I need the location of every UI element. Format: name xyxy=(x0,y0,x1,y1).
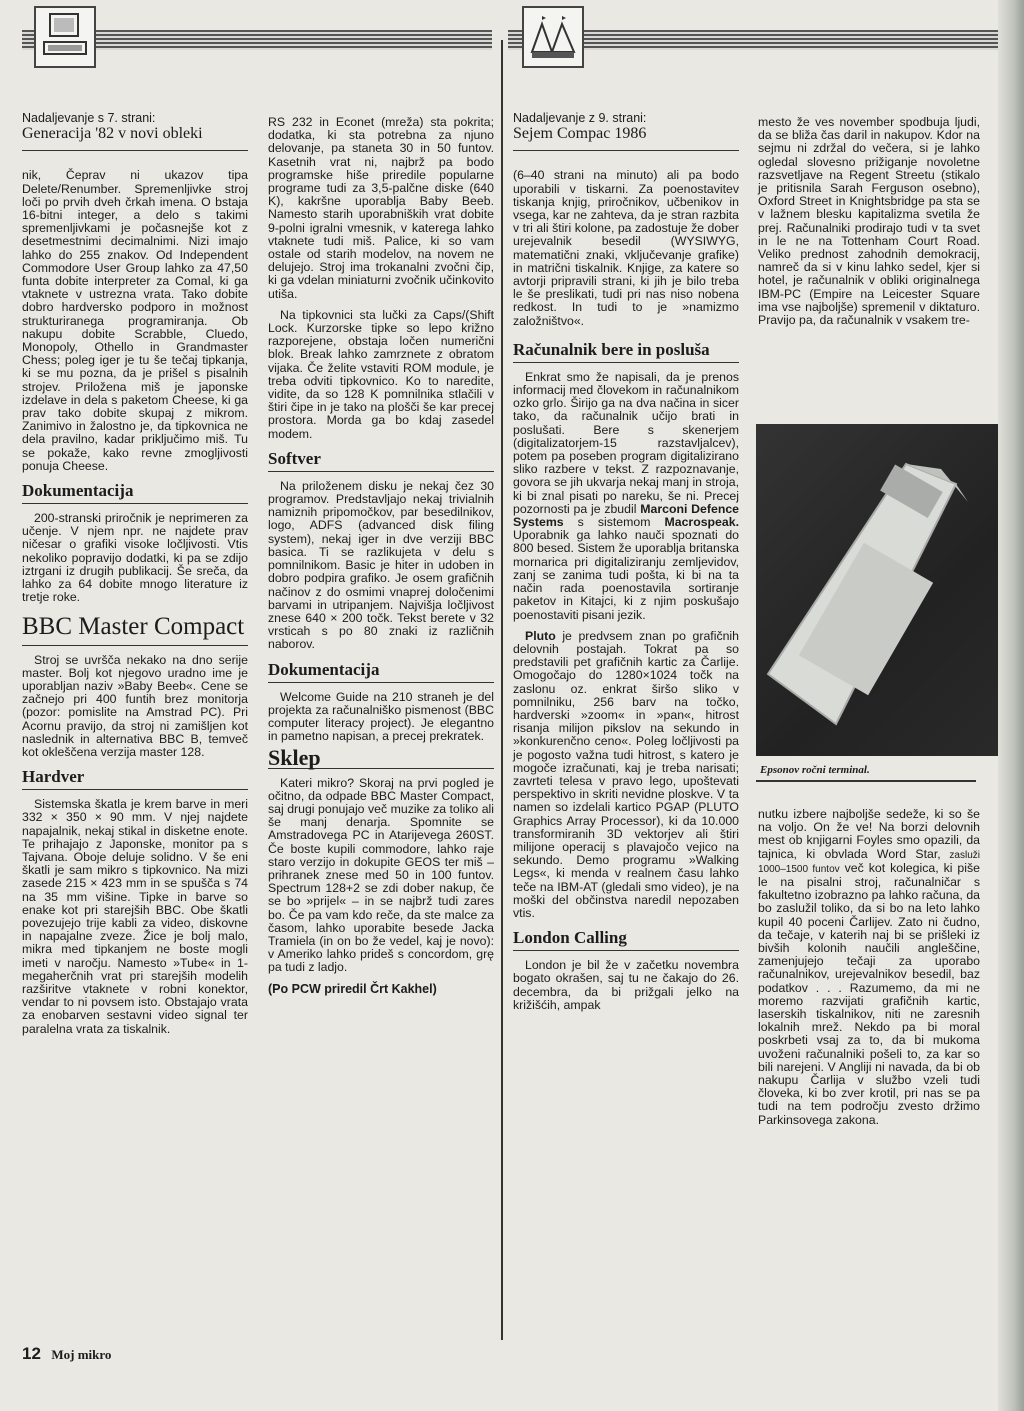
column-3 xyxy=(513,112,739,1020)
column-2 xyxy=(268,116,494,1004)
paragraph: 200-stranski priročnik je neprimeren za učenje. V njem npr. ne najdete prav ničesar o grafiki visoke ločljivosti. Vtis nekoliko popravijo dodatki, ki pa se zdijo iztrgani iz drugih publikacij. Še sreča, da lahko za 64 dobite mnogo literature iz tretje roke. xyxy=(22,511,248,605)
paragraph: Sistemska škatla je krem barve in meri 332 × 350 × 90 mm. V njej najdete napajalnik, nekaj stikal in disketne enote. Te prihajajo z Japonske, monitor pa s Tajvana. Oboje deluje solidno. V še eni škatli je sam mikro s tipkovnico. Na mizi zasede 215 × 423 mm in se spušča s 74 na 35 mm višine. Tipke in barve so enake kot pri starejših BBC. Obe škatli povezujejo trije kabli za video, diskovne in napajalne zveze. Žice je bolj malo, mikra med tipkanjem ne boste mogli imeti v naročju. Namesto »Tube« in 1-megaherčnih vrat pri starejših modelih razširitve vtaknete v robni konektor, vendar to ni povsem isto. Obstajajo vrata za enobarven sestavni video signal ter paralelna vrata za tiskalnik. xyxy=(22,797,248,1036)
paragraph: Na tipkovnici sta lučki za Caps/(Shift Lock. Kurzorske tipke so lepo križno razporejene, obstaja ločen numerični blok. Break lahko zamrznete z obratom vijaka. Če želite vstaviti ROM module, je treba odviti tipkovnico. Ko to naredite, vidite, da so 128 K pomnilnika stlačili v štiri čipe in je tako na plošči še kar precej prostora. Morda ga bo kdaj zasedel modem. xyxy=(268,307,494,441)
column-divider xyxy=(501,40,503,1340)
heading-dokumentacija-2: Dokumentacija xyxy=(268,660,494,683)
magazine-name: Moj mikro xyxy=(51,1347,112,1362)
photo-caption: Epsonov ročni terminal. xyxy=(760,764,870,776)
paragraph: mesto že ves november spodbuja ljudi, da se bliža čas daril in nakupov. Kdor na sejmu ni zdržal do večera, si je lahko ogledal slovesno prižiganje novoletne razsvetljave na Regent Streetu (stikalo je pritisnila Sarah Ferguson osebno), Oxford Street in Knightsbridge pa sta se v lažnem blesku kapitalizma svetila že prej. Računalniki prodirajo tudi v ta svet in le ne na Tottenham Court Road. Veliko prednost zahodnih demokracij, namreč da si v kinu lahko sedel, kjer si hotel, je računalnik v obliki originalnega IBM-PC (Empire na Leicester Square ima vse najboljše) spremenil v diktaturo. Pravijo pa, da računalnik v vsakem tre- xyxy=(758,115,980,328)
paragraph: RS 232 in Econet (mreža) sta pokrita; dodatka, ki sta potrebna za njuno delovanje, pa staneta 30 in 50 funtov. Kasetnih vrat ni, najbrž pa bodo programske hiše priredile popularne programe tudi za 3,5-palčne diske (640 K), kakršne uporablja Baby Beeb. Namesto starih uporabniških vrat dobite 9-polni igralni vmesnik, v katerega lahko vtaknete tudi miš. Palice, ki so vam ostale od starih modelov, na novem ne delujejo. Stroj ima trokanalni zvočni čip, ki ga vdelan miniaturni zvočnik učinkovito utiša. xyxy=(268,115,494,301)
section-rubric: Generacija '82 v novi obleki xyxy=(22,127,248,151)
paragraph: Pluto je predvsem znan po grafičnih delovnih postajah. Tokrat pa so predstavili pet grafičnih kartic za Čarlije. Omogočajo do 1280×1024 točk na zaslonu oz. enkrat širšo sliko v pomnilniku, 256 barv na točko, hardverski »zoom« in »pan«, hitrost risanja milijon pikslov na sekundo in »konkurenčno ceno«. Poleg ločljivosti pa je pogosto važna tudi hitrost, s katero je mogoče izračunati, kaj je treba narisati; zavrteti telesa v pravo lego, upoštevati perspektivo in skriti nevidne ploskve. V ta namen so izdelali kartico PGAP (PLUTO Graphics Array Processor), ki da 10.000 transformiranih 3D vektorjev ali štiri milijone operacij s plavajočo vejico na sekundo. Demo programu »Walking Legs«, ki menda v realnem času lahko teče na IBM-AT (gledali smo video), je na moški del občinstva naredil nepozaben vtis. xyxy=(513,628,739,920)
paragraph: nik, Čeprav ni ukazov tipa Delete/Renumber. Spremenljivke stroj loči po prvih dveh črkah imena. O bstaja 16-bitni integer, a delo s takimi spremenljivkami je počasnejše kot z desetmestnimi decimalnimi. Nizi imajo lahko do 255 znakov. Od Independent Commodore User Group lahko za 47,50 funta dobite interpreter za Comal, ki ga vtaknete v ustrezna vrata. Tako dobite dobro hardversko podporo in možnost strukturiranega programiranja. Ob nakupu dobite Scrabble, Cluedo, Monopoly, Othello in Grandmaster Chess; poleg iger je tu še tečaj tipkanja, ki se mu pozna, da je prišel s pisalnih strojev. Priložena miš je japonske izdelave in dela s paketom Cheese, ki ga prav tako dobite skupaj z mikrom. Zanimivo in žalostno je, da tipkovnica ne dela pravilno, kadar priključimo miš. Tu se pokaže, kako revne zmogljivosti ponuja Cheese. xyxy=(22,168,248,473)
heading-hardver: Hardver xyxy=(22,767,248,790)
heading-bbc-master-compact: BBC Master Compact xyxy=(22,613,248,646)
computer-icon xyxy=(34,6,96,68)
heading-softver: Softver xyxy=(268,449,494,472)
paragraph: Na priloženem disku je nekaj čez 30 programov. Predstavljajo nekaj trivialnih namiznih pripomočkov, par besedilnikov, logo, ADFS (advanced disk filing system), nekaj iger in dve verziji BBC basica. Ti se razlikujeta v delu s pomnilnikom. Basic je hiter in udoben in dobro podpira grafiko. Je osem grafičnih načinov z do osmimi vnaprej določenimi barvami in utripanjem. Najvišja ločljivost znese 640 × 200 točk. Tekst berete v 32 vrsticah s po 80 znaki iz različnih naborov. xyxy=(268,478,494,652)
section-kicker: Nadaljevanje s 7. strani: xyxy=(22,111,156,125)
section-rubric: Sejem Compac 1986 xyxy=(513,127,739,151)
paragraph: Welcome Guide na 210 straneh je del projekta za računalniško pismenost (BBC computer literacy project). Je elegantno in pametno napisan, a precej prekratek. xyxy=(268,689,494,744)
paragraph: (6–40 strani na minuto) ali pa bodo uporabili v tiskarni. Za poenostavitev tiskanja knjig, priročnikov, učbenikov in vsega, kar ne zahteva, da je stran razbita v tri ali štiri kolone, pa zadostuje že dober urejevalnik besedil (WYSIWYG, matematični znaki, vključevanje grafike) in matrični tiskalnik. Knjige, za katere so avtorji pripravili strani, ki jih je bilo treba le še preslikati, tudi pri nas niso nobena redkost. In tudi to je »namizmo založništvo«. xyxy=(513,168,739,328)
author-credit: (Po PCW priredil Črt Kakhel) xyxy=(268,981,437,996)
caption-rule xyxy=(756,780,976,782)
heading-racunalnik-bere: Računalnik bere in posluša xyxy=(513,340,739,363)
paragraph: Enkrat smo že napisali, da je prenos informacij med človekom in računalnikom ozko grlo. Širijo ga na dva načina in sicer tako, da računalnik učijo brati in poslušati. Bere s skenerjem (digitalizatorjem-15 razstavljalcev), potem pa poseben program digitalizirano sliko razbere v tekst. Z razpoznavanje, govora se jih ukvarja nekaj manj in stroja, ki bi znal pisati po nareku, še ni. Precej pozornosti pa je zbudil Marconi Defence Systems s sistemom Macrospeak. Uporabnik ga lahko nauči spoznati do 800 besed. Sistem že uporablja britanska mornarica pri digitaliziranju zemljevidov, zanj se zanima tudi pošta, ki bi na ta način rada poenostavila sortiranje paketov in Kitajci, ki z njim poskušajo poenostaviti pisani jezik. xyxy=(513,369,740,622)
heading-dokumentacija: Dokumentacija xyxy=(22,481,248,504)
column-1 xyxy=(22,112,248,1044)
circus-tent-icon xyxy=(522,6,584,68)
page-footer xyxy=(22,1344,111,1364)
page-number: 12 xyxy=(22,1344,41,1363)
paragraph: Stroj se uvršča nekako na dno serije master. Bolj kot njegovo uradno ime je uporabljan naziv »Baby Beeb«. Cene se začnejo pri 400 funtih brez monitorja (pozor: pomislite na Amstrad PC). Pri Acornu pravijo, da stroj ni zamišljen kot naslednik in alternativa BBC B, temveč kot okleščena verzija master 128. xyxy=(22,652,248,759)
column-4 xyxy=(758,116,980,335)
column-4b xyxy=(758,808,980,1135)
page-spine xyxy=(998,0,1024,1411)
heading-london-calling: London Calling xyxy=(513,928,739,951)
paragraph: London je bil že v začetku novembra bogato okrašen, saj tu ne čakajo do 26. decembra, da bi prižgali jelko na križišćih, ampak xyxy=(513,958,739,1012)
paragraph: Kateri mikro? Skoraj na prvi pogled je očitno, da odpade BBC Master Compact, saj drugi ponujajo več muzike za toliko ali še manj denarja. Spomnite se Amstradovega PC in Atarijevega 260ST. Če boste kupili commodore, lahko raje staro verzijo in dokupite GEOS ter miš – prihranek znese med 50 in 100 funtov. Spectrum 128+2 se zdi dober nakup, če se bo »prijel« – in se najbrž tudi zares bo. Če pa vam kdo reče, da ste malce za časom, lahko uporabite besede Jacka Tramiela (in on bo že vedel, kaj je novo): v Ameriko lahko prideš s concordom, grę pa tudi z ladjo. xyxy=(268,775,494,975)
epson-terminal-photo xyxy=(756,424,1010,756)
heading-sklep: Sklep xyxy=(268,751,494,768)
section-kicker: Nadaljevanje z 9. strani: xyxy=(513,111,647,125)
paragraph: nutku izbere najboljše sedeže, ki so še na voljo. On že ve! Na borzi delovnih mest ob knjigarni Foyles smo opazili, da tajnica, ki obvlada Word Star, zasluži 1000–1500 funtov več kot kolegica, ki piše le na pisalni stroj, računalničar s fakultetno izobrazno pa lahko računa, da bo zaslužil toliko, da si bo na leto lahko kupil 40 poceni Čarlijev. Zato ni čudno, da tečaje, v katerih naj bi se prišleki iz bivših kolonih naučili angleščine, zamenjujejo tečaji za uporabo računalnikov, urejevalnikov besedil, baz podatkov . . . Razumemo, da mi ne moremo razvijati grafičnih kartic, laserskih tiskalnikov, niti ne zaresnih lokalnih mrež. Nekdo pa bi moral poskrbeti vsaj za to, da bi mukoma uvoženi računalniki pošeli to, za kar so bili narejeni. V Angliji ni navada, da bi ob nakupu Čarlija v službo vzeli tudi človeka, ki bo zver krotil, pri nas se pa tudi na tem področju zvesto držimo Parkinsovega zakona. xyxy=(758,807,980,1127)
